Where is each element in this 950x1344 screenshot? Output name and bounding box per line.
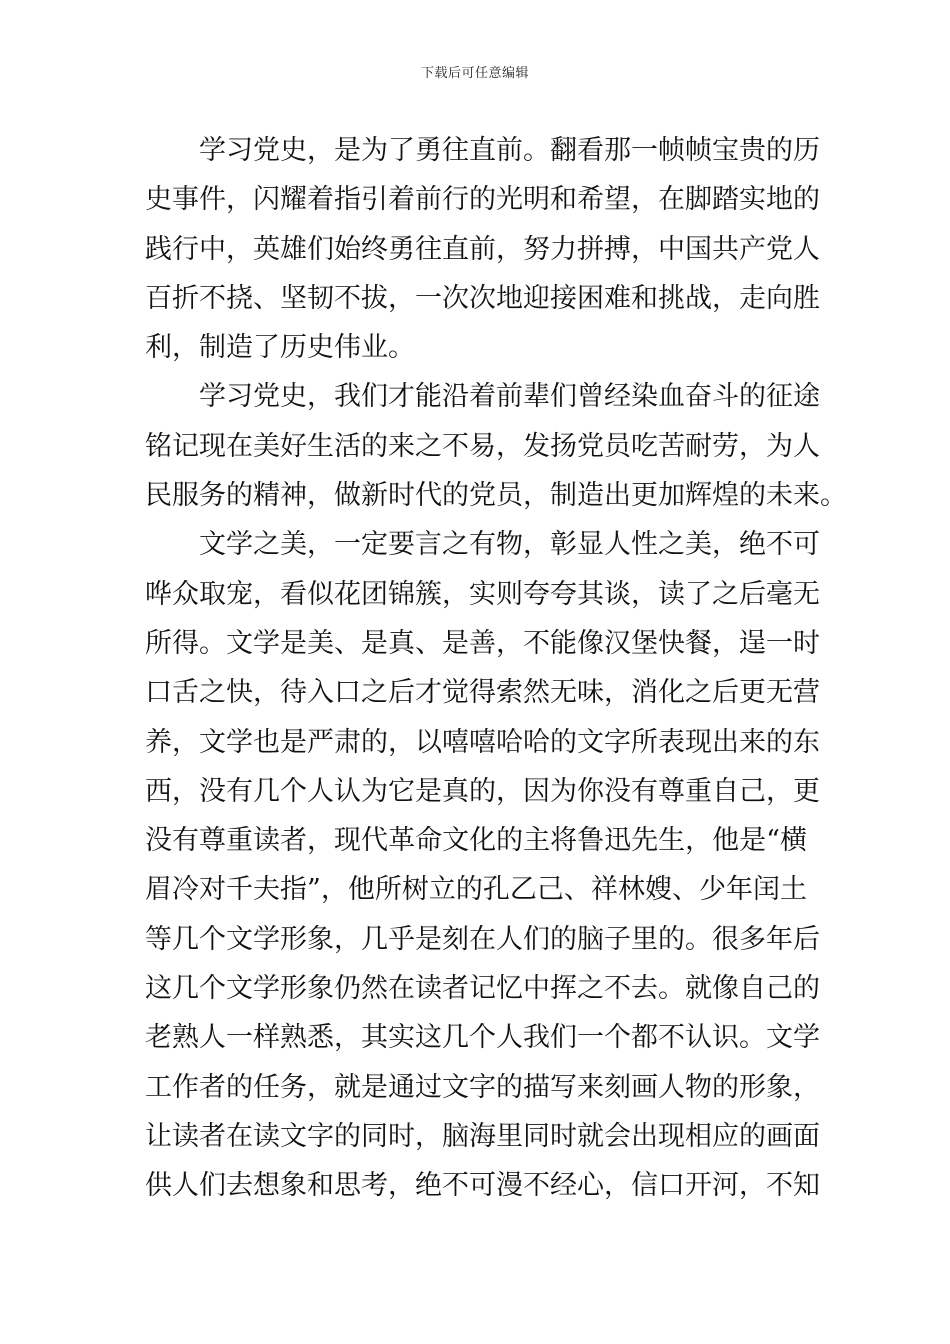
paragraph-line: 铭记现在美好生活的来之不易，发扬党员吃苦耐劳，为人 xyxy=(145,430,820,462)
paragraph-line: 养，文学也是严肃的，以嘻嘻哈哈的文字所表现出来的东 xyxy=(145,726,820,758)
paragraph-1 xyxy=(145,126,820,372)
paragraph-line: 老熟人一样熟悉，其实这几个人我们一个都不认识。文学 xyxy=(145,1022,820,1054)
paragraph-line: 等几个文学形象，几乎是刻在人们的脑子里的。很多年后 xyxy=(145,923,820,955)
paragraph-line: 工作者的任务，就是通过文字的描写来刻画人物的形象， xyxy=(145,1071,820,1103)
paragraph-line: 供人们去想象和思考，绝不可漫不经心，信口开河，不知 xyxy=(145,1170,820,1202)
paragraph-line: 没有尊重读者，现代革命文化的主将鲁迅先生，他是“横 xyxy=(145,825,807,857)
paragraph-line: 这几个文学形象仍然在读者记忆中挥之不去。就像自己的 xyxy=(145,973,820,1005)
paragraph-line: 学习党史，我们才能沿着前辈们曾经染血奋斗的征途 xyxy=(199,381,820,413)
header-note: 下载后可任意编辑 xyxy=(420,66,529,81)
document-body xyxy=(145,126,847,1211)
paragraph-line: 百折不挠、坚韧不拔，一次次地迎接困难和挑战，走向胜 xyxy=(145,282,820,314)
paragraph-line: 民服务的精神，做新时代的党员，制造出更加辉煌的未来。 xyxy=(145,480,847,512)
paragraph-line: 所得。文学是美、是真、是善，不能像汉堡快餐，逞一时 xyxy=(145,627,820,659)
paragraph-line: 让读者在读文字的同时，脑海里同时就会出现相应的画面 xyxy=(145,1120,820,1152)
paragraph-line: 践行中，英雄们始终勇往直前，努力拼搏，中国共产党人 xyxy=(145,233,820,265)
paragraph-3 xyxy=(145,520,820,1210)
paragraph-line: 利，制造了历史伟业。 xyxy=(145,332,415,364)
paragraph-line: 文学之美，一定要言之有物，彰显人性之美，绝不可 xyxy=(199,529,820,561)
paragraph-line: 史事件，闪耀着指引着前行的光明和希望，在脚踏实地的 xyxy=(145,184,820,216)
paragraph-line: 哗众取宠，看似花团锦簇，实则夸夸其谈，读了之后毫无 xyxy=(145,578,820,610)
paragraph-line: 口舌之快，待入口之后才觉得索然无味，消化之后更无营 xyxy=(145,677,820,709)
paragraph-line: 眉冷对千夫指”，他所树立的孔乙己、祥林嫂、少年闰土 xyxy=(145,874,807,906)
paragraph-line: 西，没有几个人认为它是真的，因为你没有尊重自己，更 xyxy=(145,775,820,807)
paragraph-2 xyxy=(145,372,847,520)
paragraph-line: 学习党史，是为了勇往直前。翻看那一帧帧宝贵的历 xyxy=(199,135,820,166)
